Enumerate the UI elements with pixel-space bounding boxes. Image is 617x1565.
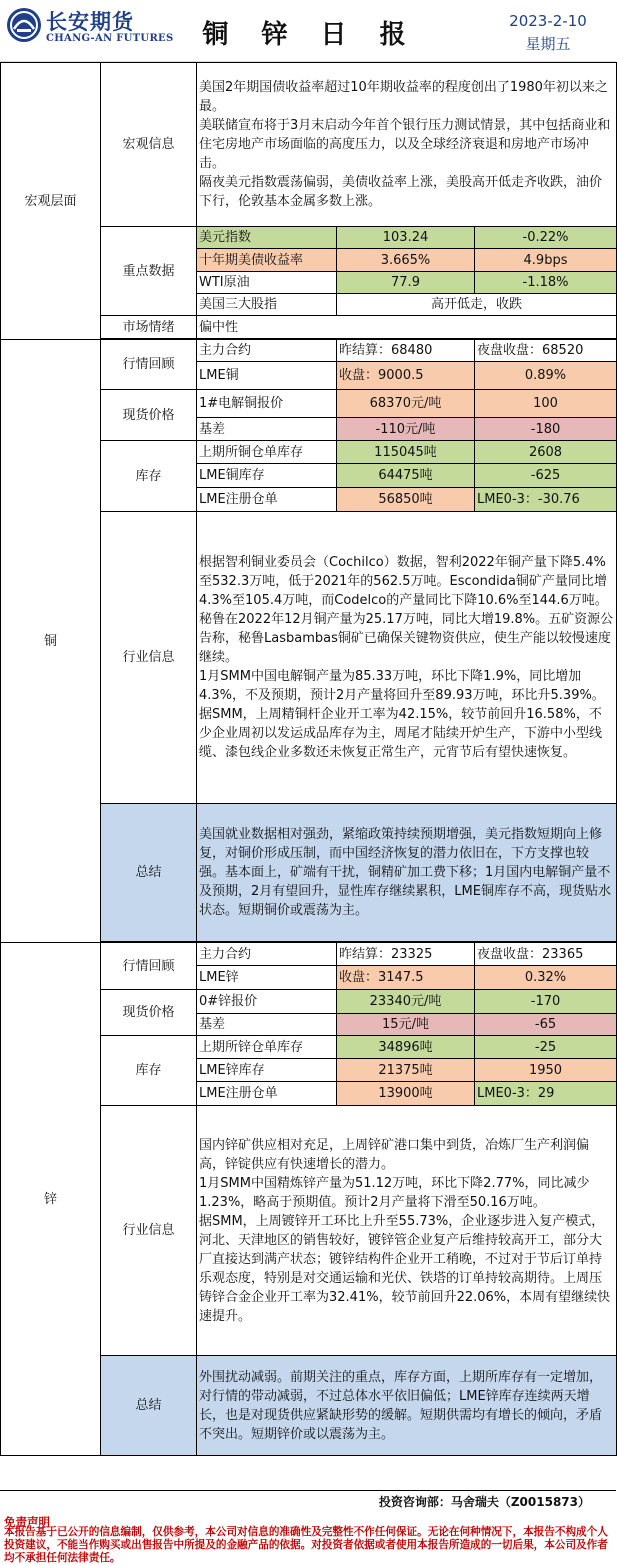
disclaimer-title: 免责声明 (4, 1515, 50, 1529)
copper-industry-label: 行业信息 (101, 512, 197, 804)
report-weekday: 星期五 (525, 35, 571, 53)
zinc-summary-text: 外围扰动减弱。前期关注的重点，库存方面，上期所库存有一定增加，对行情的带动减弱，不过总体水平依旧偏低；LME锌库存连续两天增长，也是对现货供应紧缺形势的缓解。短期供需均有增长的倾向，矛盾不突出。短期锌价或以震荡为主。 (197, 1356, 617, 1456)
zinc-inv-warrant-name: LME注册仓单 (197, 1082, 337, 1106)
zinc-lme-name: LME锌 (197, 966, 337, 990)
disclaimer-text: 本报告基于已公开的信息编制，仅供参考，本公司对信息的准确性及完整性不作任何保证。无论在何种情况下，本报告不构成个人投资建议，不能当作购买或出售报告中所提及的金融产品的依据。对投资者依据或者使用本报告所造成的一切后果，本公司及作者均不承担任何法律责任。 (4, 1526, 608, 1564)
zinc-lme-close: 收盘：3147.5 (337, 966, 475, 990)
key-row-change: -0.22% (475, 227, 617, 249)
zinc-basis-name: 基差 (197, 1014, 337, 1036)
copper-basis-change: -180 (475, 418, 617, 441)
brand-name-en: CHANG-AN FUTURES (46, 33, 174, 44)
zinc-inv-shfe-change: -25 (475, 1036, 617, 1059)
report-title: 铜 锌 日 报 (202, 20, 418, 50)
macro-info-label: 宏观信息 (101, 63, 197, 227)
copper-inv-warrant-value: 56850吨 (337, 488, 475, 512)
zinc-industry-text: 国内锌矿供应相对充足，上周锌矿港口集中到货，冶炼厂生产利润偏高，锌锭供应有快速增长的潜力。 1月SMM中国精炼锌产量为51.12万吨，环比下降2.77%，同比减少1.23%，略高于预期值。预计2月产量将下滑至50.16万吨。 据SMM，上周镀锌开工环比上升至55.73%，企业逐步进入复产模式，河北、天津地区的销售较好，镀锌管企业复产后维持较高开工，部分大厂直接达到满产状态；镀锌结构件企业开工稍晚，不过对于节后订单持乐观态度，特别是对交通运输和光伏、铁塔的订单持较高期待。上周压铸锌合金企业开工率为32.41%，较节前回升22.06%，本周有望继续快速提升。 (197, 1106, 617, 1356)
report-header (0, 0, 616, 62)
copper-inv-lme-value: 64475吨 (337, 464, 475, 488)
advisor-credit: 投资咨询部：马舍瑞夫（Z0015873） (378, 1495, 590, 1509)
key-row-value: 103.24 (337, 227, 475, 249)
zinc-lme-change: 0.32% (475, 966, 617, 990)
chang-an-logo-icon (6, 7, 42, 43)
copper-basis-value: -110元/吨 (337, 418, 475, 441)
zinc-inv-lme-name: LME锌库存 (197, 1059, 337, 1082)
section-copper: 铜 (1, 340, 101, 943)
key-row-name: 美国三大股指 (197, 294, 337, 316)
zinc-review-label: 行情回顾 (101, 943, 197, 990)
copper-review-label: 行情回顾 (101, 340, 197, 390)
key-row-change: 4.9bps (475, 249, 617, 272)
zinc-spot-label: 现货价格 (101, 990, 197, 1036)
footer-signature (0, 1490, 616, 1512)
copper-basis-name: 基差 (197, 418, 337, 441)
copper-main-settle: 昨结算：68480 (337, 340, 475, 362)
copper-inv-warrant-change: LME0-3：-30.76 (475, 488, 617, 512)
zinc-inv-shfe-value: 34896吨 (337, 1036, 475, 1059)
zinc-basis-value: 15元/吨 (337, 1014, 475, 1036)
zinc-spot-change: -170 (475, 990, 617, 1014)
copper-spot-price: 68370元/吨 (337, 390, 475, 418)
zinc-main-contract: 主力合约 (197, 943, 337, 966)
copper-main-night: 夜盘收盘：68520 (475, 340, 617, 362)
copper-inventory-label: 库存 (101, 441, 197, 512)
copper-lme-change: 0.89% (475, 362, 617, 390)
copper-lme-name: LME铜 (197, 362, 337, 390)
copper-inv-shfe-name: 上期所铜仓单库存 (197, 441, 337, 464)
macro-info-text: 美国2年期国债收益率超过10年期收益率的程度创出了1980年初以来之最。 美联储宣布将于3月末启动今年首个银行压力测试情景，其中包括商业和住宅房地产市场面临的高度压力，以及全球经济衰退和房地产市场冲击。 隔夜美元指数震荡偏弱，美债收益率上涨，美股高开低走齐收跌，油价下行，伦敦基本金属多数上涨。 (197, 63, 617, 227)
copper-inv-shfe-value: 115045吨 (337, 441, 475, 464)
sentiment-value: 偏中性 (197, 316, 617, 339)
copper-inv-shfe-change: 2608 (475, 441, 617, 464)
copper-main-contract: 主力合约 (197, 340, 337, 362)
section-zinc: 锌 (1, 943, 101, 1456)
macro-key-label: 重点数据 (101, 227, 197, 316)
zinc-spot-price: 23340元/吨 (337, 990, 475, 1014)
key-row-name: 美元指数 (197, 227, 337, 249)
zinc-inventory-label: 库存 (101, 1036, 197, 1106)
key-row-value: 3.665% (337, 249, 475, 272)
report-table (0, 62, 617, 1456)
copper-summary-label: 总结 (101, 804, 197, 942)
zinc-main-settle: 昨结算：23325 (337, 943, 475, 966)
zinc-inv-lme-value: 21375吨 (337, 1059, 475, 1082)
zinc-summary-label: 总结 (101, 1356, 197, 1456)
zinc-basis-change: -65 (475, 1014, 617, 1036)
brand-name-cn: 长安期货 (46, 10, 134, 34)
copper-lme-close: 收盘：9000.5 (337, 362, 475, 390)
key-row-value: 77.9 (337, 272, 475, 294)
copper-spot-change: 100 (475, 390, 617, 418)
zinc-industry-label: 行业信息 (101, 1106, 197, 1356)
report-date: 2023-2-10 (509, 12, 587, 30)
zinc-inv-warrant-value: 13900吨 (337, 1082, 475, 1106)
zinc-inv-lme-change: 1950 (475, 1059, 617, 1082)
key-row-name: 十年期美债收益率 (197, 249, 337, 272)
copper-inv-warrant-name: LME注册仓单 (197, 488, 337, 512)
zinc-main-night: 夜盘收盘：23365 (475, 943, 617, 966)
zinc-spot-name: 0#锌报价 (197, 990, 337, 1014)
section-macro: 宏观层面 (1, 63, 101, 340)
zinc-inv-warrant-change: LME0-3：29 (475, 1082, 617, 1106)
key-row-change: -1.18% (475, 272, 617, 294)
copper-spot-label: 现货价格 (101, 390, 197, 441)
zinc-inv-shfe-name: 上期所锌仓单库存 (197, 1036, 337, 1059)
copper-industry-text: 根据智利铜业委员会（Cochilco）数据，智利2022年铜产量下降5.4%至532.3万吨，低于2021年的562.5万吨。Escondida铜矿产量同比增4.3%至105.4万吨，而Codelco的产量同比下降10.6%至144.6万吨。秘鲁在2022年12月铜产量为25.17万吨，同比大增19.8%。五矿资源公告称，秘鲁Lasbambas铜矿已确保关键物资供应，使生产能以较慢速度继续。 1月SMM中国电解铜产量为85.33万吨，环比下降1.9%，同比增加4.3%，不及预期，预计2月产量将回升至89.93万吨，环比升5.39%。 据SMM，上周精铜杆企业开工率为42.15%，较节前回升16.58%，不少企业周初以发运成品库存为主，周尾才陆续开炉生产，下游中小型线缆、漆包线企业多数还未恢复正常生产，元宵节后有望快速恢复。 (197, 512, 617, 804)
copper-spot-name: 1#电解铜报价 (197, 390, 337, 418)
copper-inv-lme-change: -625 (475, 464, 617, 488)
copper-inv-lme-name: LME铜库存 (197, 464, 337, 488)
key-row-value: 高开低走，收跌 (337, 294, 617, 316)
sentiment-label: 市场情绪 (101, 316, 197, 339)
copper-summary-text: 美国就业数据相对强劲，紧缩政策持续预期增强，美元指数短期向上修复，对铜价形成压制，而中国经济恢复的潜力依旧在，下方支撑也较强。基本面上，矿端有干扰，铜精矿加工费下移；1月国内电解铜产量不及预期，2月有望回升，显性库存继续累积，LME铜库存不高，现货贴水状态。短期铜价或震荡为主。 (197, 804, 617, 942)
key-row-name: WTI原油 (197, 272, 337, 294)
